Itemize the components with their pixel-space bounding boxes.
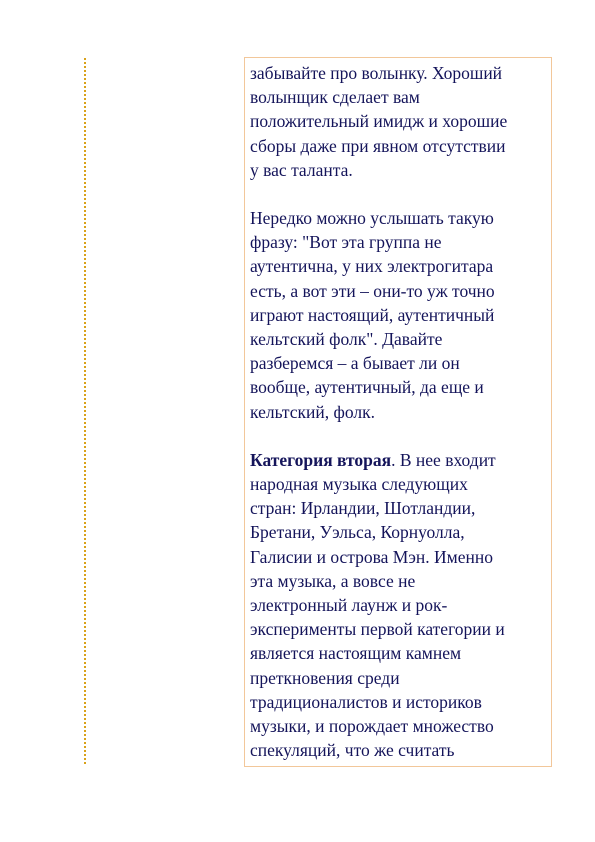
text-line: спекуляций, что же считать	[250, 740, 455, 761]
text-line: является настоящим камнем	[250, 643, 462, 664]
text-line: волынщик сделает вам	[250, 87, 420, 108]
text-line: стран: Ирландии, Шотландии,	[250, 498, 476, 519]
text-line: Галисии и острова Мэн. Именно	[250, 546, 493, 567]
text-line: разберемся – а бывает ли он	[250, 353, 460, 374]
text-line: электронный лаунж и рок-	[250, 595, 448, 616]
paragraph-2	[250, 206, 545, 424]
text-line: преткновения среди	[250, 667, 400, 688]
text-line: музыки, и порождает множество	[250, 716, 494, 737]
paragraph-3	[250, 448, 545, 763]
text-line: аутентична, у них электрогитара	[250, 256, 494, 277]
text-line: играют настоящий, аутентичный	[250, 304, 495, 325]
paragraph-1	[250, 61, 545, 182]
category-heading: Категория вторая	[250, 449, 392, 470]
text-line: забывайте про волынку. Хороший	[250, 63, 503, 83]
text-line: у вас таланта.	[250, 159, 353, 180]
text-line: народная музыка следующих	[250, 474, 468, 495]
text-line: кельтский фолк". Давайте	[250, 329, 443, 350]
text-line: вообще, аутентичный, да еще и	[250, 377, 484, 398]
text-line-lead: . В нее входит	[391, 449, 496, 470]
text-line: Бретани, Уэльса, Корнуолла,	[250, 522, 465, 543]
text-line: фразу: "Вот эта группа не	[250, 232, 442, 253]
text-line: эксперименты первой категории и	[250, 619, 505, 640]
dotted-margin-rule	[84, 58, 86, 764]
text-line: сборы даже при явном отсутствии	[250, 135, 506, 156]
text-frame	[244, 57, 552, 767]
text-line: есть, а вот эти – они-то уж точно	[250, 280, 495, 301]
text-line: положительный имидж и хорошие	[250, 111, 508, 132]
text-line: традиционалистов и историков	[250, 691, 482, 712]
text-line: кельтский, фолк.	[250, 401, 375, 422]
text-line: эта музыка, а вовсе не	[250, 570, 416, 591]
text-line: Нередко можно услышать такую	[250, 208, 494, 229]
